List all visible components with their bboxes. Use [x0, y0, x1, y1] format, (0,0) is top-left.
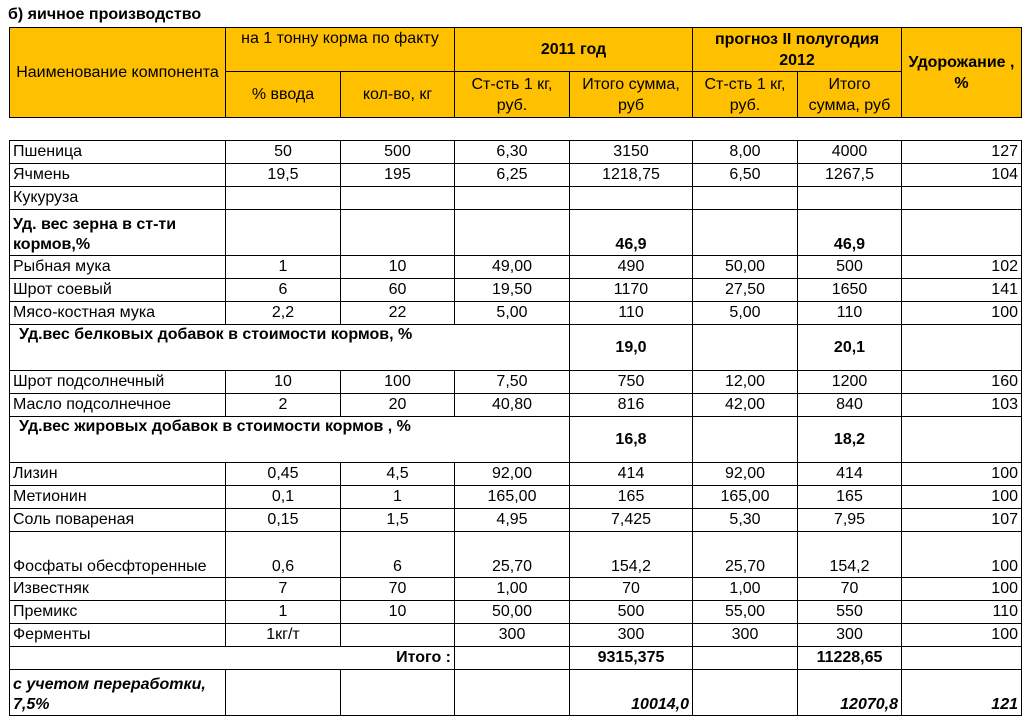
component-name: Рыбная мука — [10, 256, 226, 279]
cost-2011: 165,00 — [455, 486, 570, 509]
rise-value: 100 — [902, 302, 1022, 325]
cost-2011: 4,95 — [455, 509, 570, 532]
rise-value: 100 — [902, 532, 1022, 578]
share-forecast: 18,2 — [798, 417, 902, 463]
empty-cell — [455, 647, 570, 670]
table-row — [10, 210, 1022, 256]
processing-row — [10, 670, 1022, 716]
pct-value: 19,5 — [226, 164, 341, 187]
component-name: Шрот подсолнечный — [10, 371, 226, 394]
table-row — [10, 141, 1022, 164]
rise-value: 100 — [902, 463, 1022, 486]
sum-forecast: 1200 — [798, 371, 902, 394]
header-pct: % ввода — [226, 72, 341, 118]
component-name: Фосфаты обесфторенные — [10, 532, 226, 578]
component-name: Известняк — [10, 578, 226, 601]
empty-cell — [455, 670, 570, 716]
cost-2011 — [455, 187, 570, 210]
cost-forecast: 1,00 — [693, 578, 798, 601]
component-name: Премикс — [10, 601, 226, 624]
empty-cell — [693, 647, 798, 670]
share-2011: 19,0 — [570, 325, 693, 371]
sum-forecast: 4000 — [798, 141, 902, 164]
pct-value: 0,15 — [226, 509, 341, 532]
processing-2011: 10014,0 — [570, 670, 693, 716]
empty-cell — [226, 670, 341, 716]
rise-value: 100 — [902, 578, 1022, 601]
cost-forecast: 6,50 — [693, 164, 798, 187]
cost-2011: 25,70 — [455, 532, 570, 578]
share-label: Уд.вес жировых добавок в стоимости кормов , % — [10, 417, 570, 463]
component-name: Метионин — [10, 486, 226, 509]
sum-2011: 1170 — [570, 279, 693, 302]
sum-forecast: 840 — [798, 394, 902, 417]
rise-value: 141 — [902, 279, 1022, 302]
table-row — [10, 164, 1022, 187]
rise-value: 110 — [902, 601, 1022, 624]
pct-value: 0,1 — [226, 486, 341, 509]
sum-2011: 414 — [570, 463, 693, 486]
share-label: Уд.вес белковых добавок в стоимости кормов, % — [10, 325, 570, 371]
cost-forecast: 5,00 — [693, 302, 798, 325]
sum-forecast: 110 — [798, 302, 902, 325]
kg-value — [341, 187, 455, 210]
empty-cell — [693, 670, 798, 716]
table-row — [10, 417, 1022, 463]
sum-2011: 300 — [570, 624, 693, 647]
empty-cell — [341, 670, 455, 716]
kg-value: 4,5 — [341, 463, 455, 486]
component-name: Масло подсолнечное — [10, 394, 226, 417]
table-row — [10, 624, 1022, 647]
sum-forecast: 300 — [798, 624, 902, 647]
pct-value: 7 — [226, 578, 341, 601]
empty-cell — [902, 210, 1022, 256]
sum-forecast: 500 — [798, 256, 902, 279]
sum-forecast: 414 — [798, 463, 902, 486]
rise-value: 103 — [902, 394, 1022, 417]
pct-value: 6 — [226, 279, 341, 302]
share-label: Уд. вес зерна в ст-ти кормов,% — [10, 210, 226, 256]
share-2011: 46,9 — [570, 210, 693, 256]
sum-2011 — [570, 187, 693, 210]
sum-2011: 816 — [570, 394, 693, 417]
pct-value: 1кг/т — [226, 624, 341, 647]
rise-value: 100 — [902, 624, 1022, 647]
total-forecast: 11228,65 — [798, 647, 902, 670]
header-kg: кол-во, кг — [341, 72, 455, 118]
empty-cell — [902, 325, 1022, 371]
empty-cell — [226, 210, 341, 256]
rise-value: 127 — [902, 141, 1022, 164]
pct-value: 2,2 — [226, 302, 341, 325]
header-cost-2011: Ст-сть 1 кг, руб. — [455, 72, 570, 118]
cost-forecast: 12,00 — [693, 371, 798, 394]
sum-forecast: 70 — [798, 578, 902, 601]
cost-forecast: 25,70 — [693, 532, 798, 578]
kg-value: 60 — [341, 279, 455, 302]
sum-2011: 7,425 — [570, 509, 693, 532]
kg-value: 6 — [341, 532, 455, 578]
sum-2011: 490 — [570, 256, 693, 279]
cost-2011: 50,00 — [455, 601, 570, 624]
component-name: Соль повареная — [10, 509, 226, 532]
table-row — [10, 256, 1022, 279]
empty-cell — [455, 210, 570, 256]
cost-2011: 7,50 — [455, 371, 570, 394]
cost-2011: 92,00 — [455, 463, 570, 486]
header-cost-forecast: Ст-сть 1 кг, руб. — [693, 72, 798, 118]
kg-value: 10 — [341, 601, 455, 624]
cost-forecast: 5,30 — [693, 509, 798, 532]
pct-value: 50 — [226, 141, 341, 164]
kg-value: 70 — [341, 578, 455, 601]
rise-value — [902, 187, 1022, 210]
cost-2011: 40,80 — [455, 394, 570, 417]
pct-value: 1 — [226, 256, 341, 279]
sum-forecast: 7,95 — [798, 509, 902, 532]
header-per-ton: на 1 тонну корма по факту — [226, 28, 455, 72]
table-row — [10, 463, 1022, 486]
section-title: б) яичное производство — [8, 6, 202, 23]
cost-2011: 49,00 — [455, 256, 570, 279]
table-row — [10, 601, 1022, 624]
kg-value: 10 — [341, 256, 455, 279]
table-row — [10, 509, 1022, 532]
header-rise: Удорожание , % — [902, 28, 1022, 118]
sum-forecast: 154,2 — [798, 532, 902, 578]
component-name: Кукуруза — [10, 187, 226, 210]
kg-value: 22 — [341, 302, 455, 325]
total-row — [10, 647, 1022, 670]
sum-2011: 500 — [570, 601, 693, 624]
sum-forecast: 1650 — [798, 279, 902, 302]
pct-value: 0,6 — [226, 532, 341, 578]
kg-value: 1,5 — [341, 509, 455, 532]
pct-value: 2 — [226, 394, 341, 417]
empty-cell — [693, 325, 798, 371]
kg-value: 100 — [341, 371, 455, 394]
pct-value — [226, 187, 341, 210]
empty-cell — [902, 417, 1022, 463]
cost-2011: 300 — [455, 624, 570, 647]
sum-2011: 110 — [570, 302, 693, 325]
processing-label: с учетом переработки, 7,5% — [10, 670, 226, 716]
cost-forecast: 300 — [693, 624, 798, 647]
table-row — [10, 302, 1022, 325]
cost-2011: 6,30 — [455, 141, 570, 164]
table-row — [10, 578, 1022, 601]
share-forecast: 46,9 — [798, 210, 902, 256]
header-name: Наименование компонента — [10, 28, 226, 118]
rise-value: 107 — [902, 509, 1022, 532]
cost-forecast: 50,00 — [693, 256, 798, 279]
cost-2011: 19,50 — [455, 279, 570, 302]
sum-forecast: 165 — [798, 486, 902, 509]
feed-cost-table — [9, 27, 1022, 716]
cost-forecast: 8,00 — [693, 141, 798, 164]
share-forecast: 20,1 — [798, 325, 902, 371]
table-row — [10, 325, 1022, 371]
pct-value: 1 — [226, 601, 341, 624]
rise-value: 100 — [902, 486, 1022, 509]
total-2011: 9315,375 — [570, 647, 693, 670]
kg-value: 500 — [341, 141, 455, 164]
kg-value — [341, 624, 455, 647]
sum-2011: 165 — [570, 486, 693, 509]
rise-value: 104 — [902, 164, 1022, 187]
cost-2011: 6,25 — [455, 164, 570, 187]
sum-2011: 1218,75 — [570, 164, 693, 187]
empty-cell — [693, 417, 798, 463]
cost-forecast — [693, 187, 798, 210]
cost-forecast: 165,00 — [693, 486, 798, 509]
sum-2011: 154,2 — [570, 532, 693, 578]
kg-value: 1 — [341, 486, 455, 509]
sum-2011: 3150 — [570, 141, 693, 164]
table-row — [10, 532, 1022, 578]
empty-cell — [902, 647, 1022, 670]
processing-rise: 121 — [902, 670, 1022, 716]
header-sum-forecast: Итого сумма, руб — [798, 72, 902, 118]
sum-forecast — [798, 187, 902, 210]
cost-forecast: 27,50 — [693, 279, 798, 302]
component-name: Пшеница — [10, 141, 226, 164]
sum-2011: 70 — [570, 578, 693, 601]
table-row — [10, 279, 1022, 302]
cost-forecast: 42,00 — [693, 394, 798, 417]
header-sum-2011: Итого сумма, руб — [570, 72, 693, 118]
component-name: Лизин — [10, 463, 226, 486]
empty-cell — [693, 210, 798, 256]
sum-forecast: 1267,5 — [798, 164, 902, 187]
table-row — [10, 371, 1022, 394]
cost-2011: 5,00 — [455, 302, 570, 325]
component-name: Ячмень — [10, 164, 226, 187]
table-row — [10, 394, 1022, 417]
share-2011: 16,8 — [570, 417, 693, 463]
cost-forecast: 55,00 — [693, 601, 798, 624]
pct-value: 0,45 — [226, 463, 341, 486]
processing-forecast: 12070,8 — [798, 670, 902, 716]
cost-forecast: 92,00 — [693, 463, 798, 486]
table-row — [10, 187, 1022, 210]
sum-2011: 750 — [570, 371, 693, 394]
table-row — [10, 486, 1022, 509]
sum-forecast: 550 — [798, 601, 902, 624]
header-2011: 2011 год — [455, 28, 693, 72]
rise-value: 160 — [902, 371, 1022, 394]
kg-value: 20 — [341, 394, 455, 417]
rise-value: 102 — [902, 256, 1022, 279]
empty-cell — [341, 210, 455, 256]
kg-value: 195 — [341, 164, 455, 187]
component-name: Ферменты — [10, 624, 226, 647]
component-name: Шрот соевый — [10, 279, 226, 302]
cost-2011: 1,00 — [455, 578, 570, 601]
component-name: Мясо-костная мука — [10, 302, 226, 325]
total-label: Итого : — [10, 647, 455, 670]
header-forecast: прогноз II полугодия 2012 — [693, 28, 902, 72]
pct-value: 10 — [226, 371, 341, 394]
